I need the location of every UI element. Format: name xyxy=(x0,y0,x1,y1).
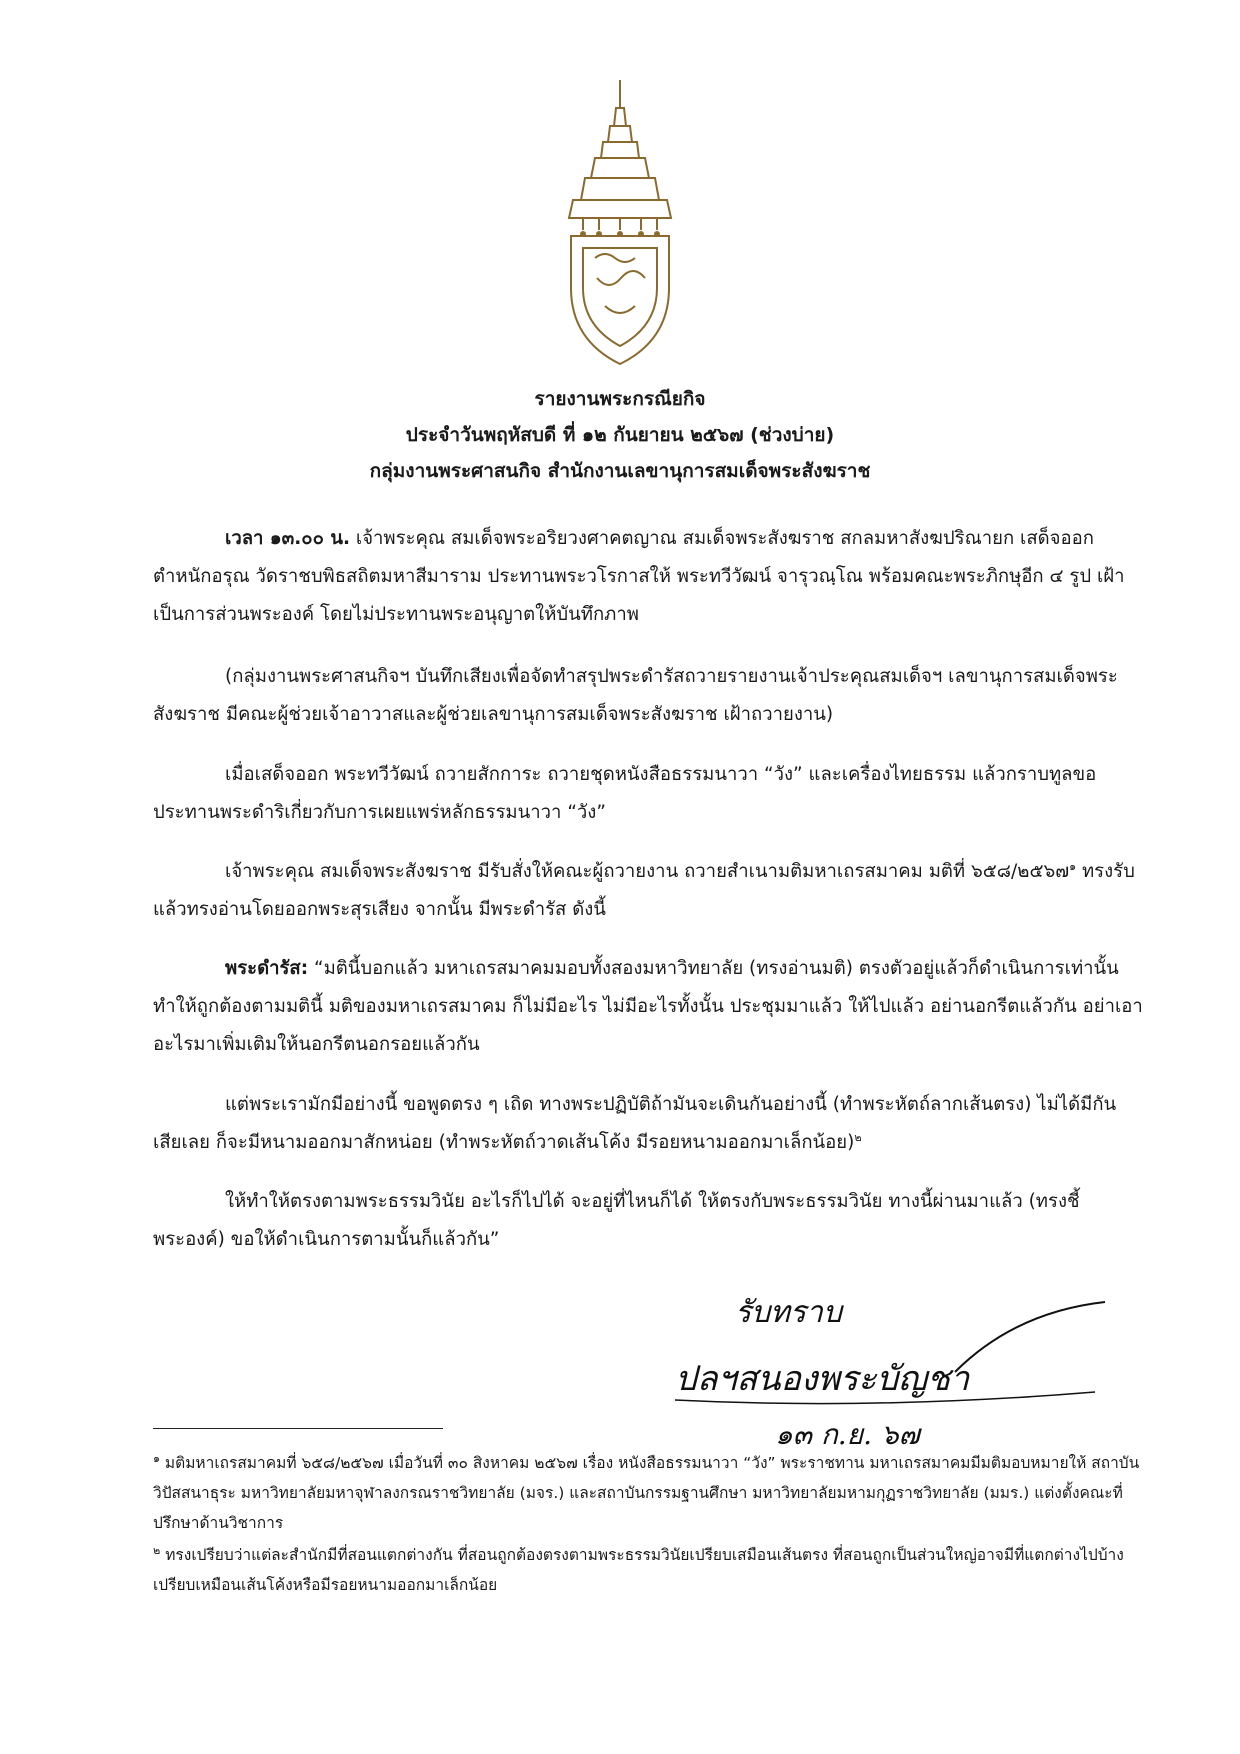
paragraph-2-text: (กลุ่มงานพระศาสนกิจฯ บันทึกเสียงเพื่อจัดทำสรุปพระดำรัสถวายรายงานเจ้าประคุณสมเด็จฯ เลขานุการสมเด็จพระสังฆราช มีคณะผู้ช่วยเจ้าอาวาสและผู้ช่วยเลขานุการสมเด็จพระสังฆราช เฝ้าถวายงาน) xyxy=(153,666,1118,725)
paragraph-3 xyxy=(153,756,1143,832)
paragraph-5-text: “มตินี้บอกแล้ว มหาเถรสมาคมมอบทั้งสองมหาวิทยาลัย (ทรงอ่านมติ) ตรงตัวอยู่แล้วก็ดำเนินการเท่านั้น ทำให้ถูกต้องตามมตินี้ มติของมหาเถรสมาคม ก็ไม่มีอะไร ไม่มีอะไรทั้งนั้น ประชุมมาแล้ว ให้ไปแล้ว อย่านอกรีตแล้วกัน อย่าเอาอะไรมาเพิ่มเติมให้นอกรีตนอกรอยแล้วกัน xyxy=(153,958,1143,1055)
footnote-divider xyxy=(153,1428,443,1429)
time-label: เวลา ๑๓.๐๐ น. xyxy=(225,528,350,549)
footnote-1 xyxy=(153,1448,1143,1538)
paragraph-7-text: ให้ทำให้ตรงตามพระธรรมวินัย อะไรก็ไปได้ จะอยู่ที่ไหนก็ได้ ให้ตรงกับพระธรรมวินัย ทางนี้ผ่านมาแล้ว (ทรงชี้พระองค์) ขอให้ดำเนินการตามนั้นก็แล้วกัน” xyxy=(153,1191,1080,1250)
paragraph-6-text: แต่พระเรามักมีอย่างนี้ ขอพูดตรง ๆ เถิด ทางพระปฏิบัติถ้ามันจะเดินกันอย่างนี้ (ทำพระหัตถ์ลากเส้นตรง) ไม่ได้มีกันเสียเลย ก็จะมีหนามออกมาสักหน่อย (ทำพระหัตถ์วาดเส้นโค้ง มีรอยหนามออกมาเล็กน้อย) xyxy=(153,1094,1117,1153)
footnote-1-mark: ๑ xyxy=(153,1451,160,1465)
footnote-2 xyxy=(153,1540,1143,1600)
paragraph-1-text: เจ้าพระคุณ สมเด็จพระอริยวงศาคตญาณ สมเด็จพระสังฆราช สกลมหาสังฆปริณายก เสด็จออกตำหนักอรุณ วัดราชบพิธสถิตมหาสีมาราม ประทานพระวโรกาสให้ พระทวีวัฒน์ จารุวณฺโณ พร้อมคณะพระภิกษุอีก ๔ รูป เฝ้าเป็นการส่วนพระองค์ โดยไม่ประทานพระอนุญาตให้บันทึกภาพ xyxy=(153,528,1125,625)
footnote-ref-2[interactable]: ๒ xyxy=(854,1130,862,1144)
royal-emblem-icon xyxy=(565,78,675,368)
footnote-2-text: ทรงเปรียบว่าแต่ละสำนักมีที่สอนแตกต่างกัน ที่สอนถูกต้องตรงตามพระธรรมวินัยเปรียบเสมือนเส้นตรง ที่สอนถูกเป็นส่วนใหญ่อาจมีที่แตกต่างไปบ้างเปรียบเหมือนเส้นโค้งหรือมีรอยหนามออกมาเล็กน้อย xyxy=(153,1546,1124,1594)
signature-line-1: รับทราบ xyxy=(735,1295,842,1330)
paragraph-4 xyxy=(153,853,1143,929)
speech-label: พระดำรัส: xyxy=(225,958,309,979)
paragraph-5 xyxy=(153,950,1143,1064)
footnote-2-mark: ๒ xyxy=(153,1543,161,1557)
handwritten-signature xyxy=(665,1272,1125,1462)
paragraph-2 xyxy=(153,658,1143,734)
report-issuer: กลุ่มงานพระศาสนกิจ สำนักงานเลขานุการสมเด็จพระสังฆราช xyxy=(369,460,871,482)
paragraph-1 xyxy=(153,520,1143,634)
paragraph-7 xyxy=(153,1183,1143,1259)
paragraph-4-text: เจ้าพระคุณ สมเด็จพระสังฆราช มีรับสั่งให้คณะผู้ถวายงาน ถวายสำเนามติมหาเถรสมาคม มติที่ ๖๕๘/๒๕๖๗ xyxy=(225,861,1070,882)
footnote-1-text: มติมหาเถรสมาคมที่ ๖๕๘/๒๕๖๗ เมื่อวันที่ ๓๐ สิงหาคม ๒๕๖๗ เรื่อง หนังสือธรรมนาวา “วัง” พระราชทาน มหาเถรสมาคมมีมติมอบหมายให้ สถาบันวิปัสสนาธุระ มหาวิทยาลัยมหาจุฬาลงกรณราชวิทยาลัย (มจร.) และสถาบันกรรมฐานศึกษา มหาวิทยาลัยมหามกุฏราชวิทยาลัย (มมร.) แต่งตั้งคณะที่ปรึกษาด้านวิชาการ xyxy=(153,1454,1140,1532)
signature-line-3: ๑๓ ก.ย. ๖๗ xyxy=(775,1418,920,1451)
paragraph-6 xyxy=(153,1086,1143,1162)
paragraph-3-text: เมื่อเสด็จออก พระทวีวัฒน์ ถวายสักการะ ถวายชุดหนังสือธรรมนาวา “วัง” และเครื่องไทยธรรม แล้วกราบทูลขอประทานพระดำริเกี่ยวกับการเผยแพร่หลักธรรมนาวา “วัง” xyxy=(153,764,1097,823)
report-date: ประจำวันพฤหัสบดี ที่ ๑๒ กันยายน ๒๕๖๗ (ช่วงบ่าย) xyxy=(405,424,835,446)
signature-line-2: ปลฯสนองพระบัญชา xyxy=(675,1359,970,1399)
paragraph-4-tail: ทรงรับแล้วทรงอ่านโดยออกพระสุรเสียง จากนั้น มีพระดำรัส ดังนี้ xyxy=(153,861,1135,920)
footnote-ref-1[interactable]: ๑ xyxy=(1069,859,1077,873)
report-title: รายงานพระกรณียกิจ xyxy=(534,388,706,410)
